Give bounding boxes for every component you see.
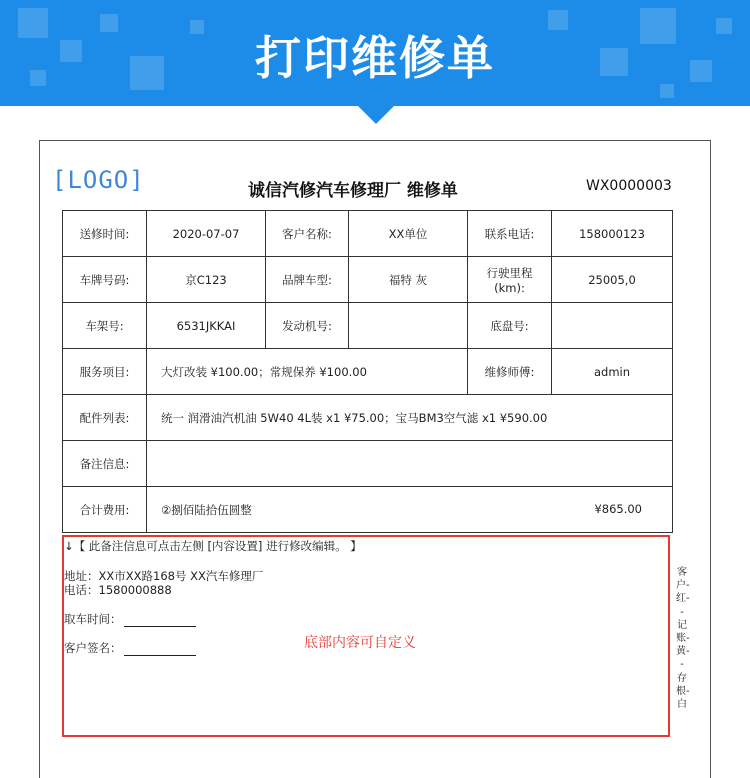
footer-address: 地址：XX市XX路168号 XX汽车修理厂 xyxy=(64,569,264,583)
copy-color-note: 客户-红--记账-黄--存根-白 xyxy=(676,567,690,711)
custom-footer-note: 底部内容可自定义 xyxy=(304,635,416,651)
customer-sign-field xyxy=(64,640,196,656)
vin-value: 6531JKKAI xyxy=(147,303,266,349)
mileage-value: 25005,0 xyxy=(552,257,673,303)
pickup-time-field xyxy=(64,611,196,627)
header-banner xyxy=(0,0,750,106)
mechanic-label: 维修师傅: xyxy=(468,349,552,395)
footer-phone: 电话：1580000888 xyxy=(64,583,172,597)
total-amount: ¥865.00 xyxy=(594,501,642,516)
table-row xyxy=(63,441,673,487)
banner-title: 打印维修单 xyxy=(255,31,495,85)
service-label: 服务项目: xyxy=(63,349,147,395)
table-row xyxy=(63,395,673,441)
table-row xyxy=(63,349,673,395)
brand-label: 品牌车型: xyxy=(266,257,349,303)
order-number: WX0000003 xyxy=(586,178,672,194)
parts-label: 配件列表: xyxy=(63,395,147,441)
table-row xyxy=(63,487,673,533)
total-label: 合计费用: xyxy=(63,487,147,533)
send-time-value: 2020-07-07 xyxy=(147,211,266,257)
chassis-value xyxy=(552,303,673,349)
table-row xyxy=(63,303,673,349)
total-in-words: ②捌佰陆拾伍圆整 xyxy=(161,502,252,517)
footer-edit-hint: ↓【 此备注信息可点击左侧 [内容设置] 进行修改编辑。 】 xyxy=(64,539,362,553)
banner-arrow xyxy=(356,104,396,124)
mechanic-value: admin xyxy=(552,349,673,395)
total-cell xyxy=(147,487,673,533)
table-row xyxy=(63,211,673,257)
customer-value: XX单位 xyxy=(349,211,468,257)
vin-label: 车架号: xyxy=(63,303,147,349)
table-row xyxy=(63,257,673,303)
engine-value xyxy=(349,303,468,349)
pickup-time-label: 取车时间： xyxy=(64,612,122,626)
pickup-time-line xyxy=(124,615,196,627)
service-value: 大灯改装 ¥100.00；常规保养 ¥100.00 xyxy=(147,349,468,395)
send-time-label: 送修时间: xyxy=(63,211,147,257)
plate-value: 京C123 xyxy=(147,257,266,303)
plate-label: 车牌号码: xyxy=(63,257,147,303)
engine-label: 发动机号: xyxy=(266,303,349,349)
document-title: 诚信汽修汽车修理厂 维修单 xyxy=(248,181,458,201)
customer-sign-line xyxy=(124,644,196,656)
parts-value: 统一 润滑油汽机油 5W40 4L装 x1 ¥75.00；宝马BM3空气滤 x1 ¥590.00 xyxy=(147,395,673,441)
phone-value: 158000123 xyxy=(552,211,673,257)
customer-sign-label: 客户签名： xyxy=(64,641,122,655)
mileage-label: 行驶里程(km): xyxy=(468,257,552,303)
remark-value xyxy=(147,441,673,487)
logo: [LOGO] xyxy=(52,166,145,194)
brand-value: 福特 灰 xyxy=(349,257,468,303)
phone-label: 联系电话: xyxy=(468,211,552,257)
repair-form-table xyxy=(62,210,673,533)
customer-label: 客户名称: xyxy=(266,211,349,257)
chassis-label: 底盘号: xyxy=(468,303,552,349)
remark-label: 备注信息: xyxy=(63,441,147,487)
